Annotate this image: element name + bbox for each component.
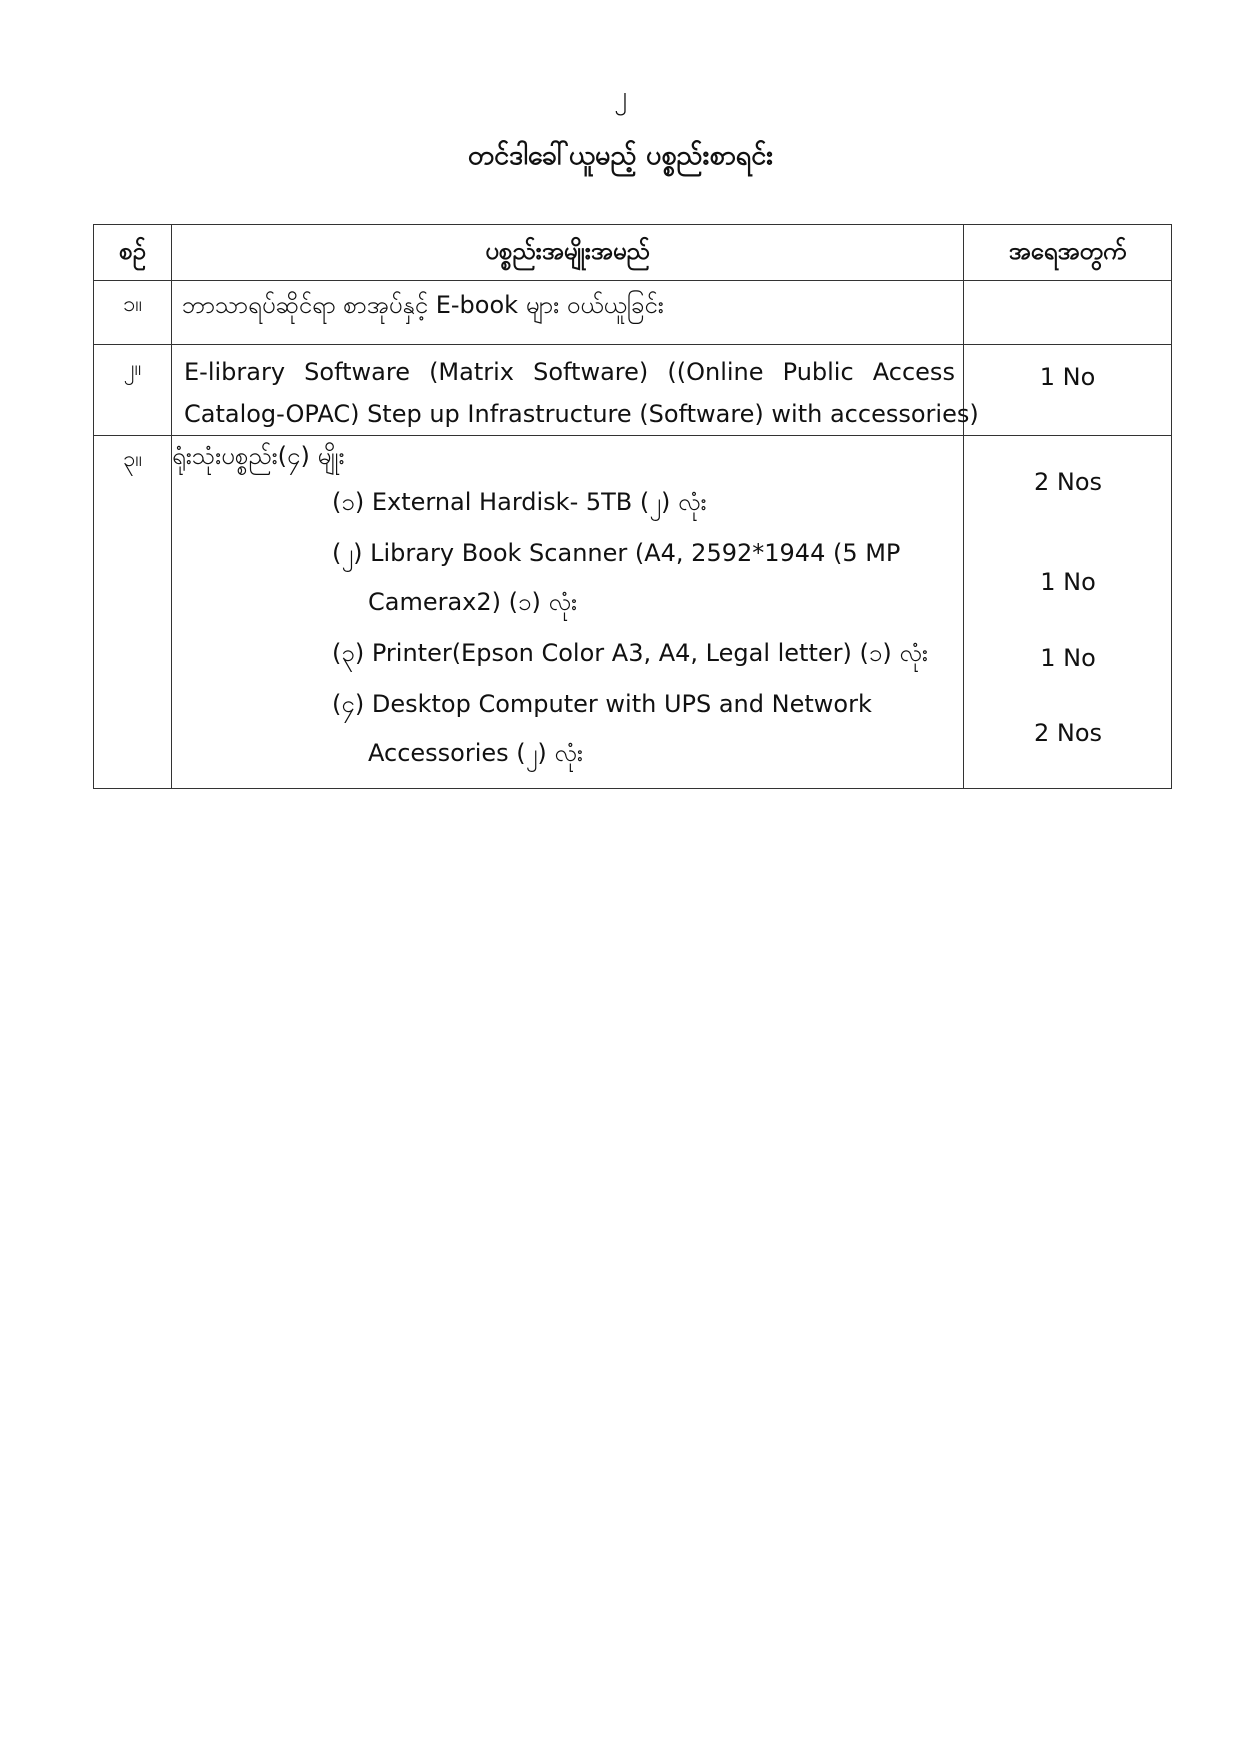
word: Access: [872, 358, 955, 386]
word: E-library: [184, 358, 286, 386]
row-serial: ၁။: [94, 281, 172, 345]
word: Public: [782, 358, 854, 386]
word: Software): [533, 358, 649, 386]
sub-item-2-quantity: 1 No: [1040, 568, 1096, 596]
table-row: [94, 345, 1172, 436]
sub-item-3-quantity: 1 No: [1040, 644, 1096, 672]
word: ((Online: [667, 358, 764, 386]
row-description: [172, 345, 979, 436]
items-table: [93, 224, 1172, 789]
description-line-2: Catalog-OPAC) Step up Infrastructure (Software) with accessories): [184, 400, 979, 428]
sub-item-1: (၁) External Hardisk- 5TB (၂) လုံး: [332, 488, 707, 516]
sub-item-4-line-1: (၄) Desktop Computer with UPS and Network: [332, 690, 872, 718]
table-row: [94, 281, 1172, 345]
description-line-1: [184, 351, 955, 393]
sub-item-4-line-2: Accessories (၂) လုံး: [368, 739, 584, 767]
header-serial: စဉ်: [94, 225, 172, 281]
page-number: ၂: [614, 81, 627, 111]
sub-item-1-quantity: 2 Nos: [1033, 468, 1103, 496]
row-heading: ရုံးသုံးပစ္စည်း(၄) မျိုး: [172, 442, 345, 470]
page-title: တင်ဒါခေါ်ယူမည့် ပစ္စည်းစာရင်း: [467, 140, 774, 171]
word: Software: [304, 358, 410, 386]
header-description: ပစ္စည်းအမျိုးအမည်: [172, 225, 964, 281]
sub-item-2-line-1: (၂) Library Book Scanner (A4, 2592*1944 (5 MP: [332, 539, 901, 567]
header-quantity: အရေအတွက်: [964, 225, 1172, 281]
sub-item-2-line-2: Camerax2) (၁) လုံး: [368, 588, 578, 616]
row-description: [172, 436, 964, 789]
sub-item-4-quantity: 2 Nos: [1033, 719, 1103, 747]
sub-item-3: (၃) Printer(Epson Color A3, A4, Legal letter) (၁) လုံး: [332, 639, 928, 667]
row-serial: ၂။: [94, 345, 172, 436]
table-header-row: [94, 225, 1172, 281]
row-quantity-group: [964, 436, 1172, 789]
word: (Matrix: [429, 358, 514, 386]
row-quantity: [964, 281, 1172, 345]
row-serial: ၃။: [94, 436, 172, 789]
row-description: ဘာသာရပ်ဆိုင်ရာ စာအုပ်နှင့် E-book များ ဝယ်ယူခြင်း: [172, 281, 964, 345]
row-quantity: 1 No: [964, 345, 1172, 436]
table-row: [94, 436, 1172, 789]
